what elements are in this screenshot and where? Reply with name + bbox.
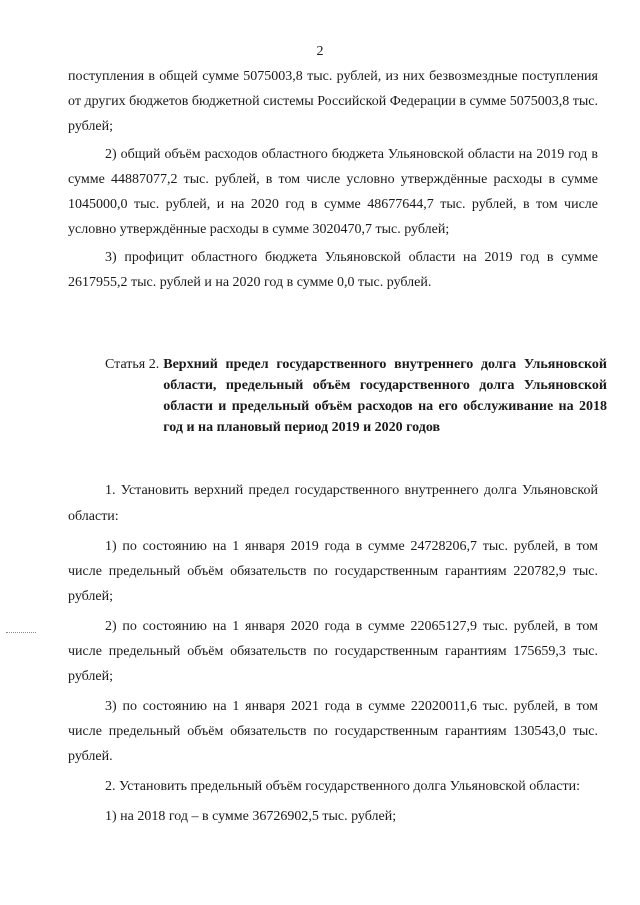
scan-margin-mark [6, 632, 36, 634]
paragraph-debt-2020: 2) по состоянию на 1 января 2020 года в сумме 22065127,9 тыс. рублей, в том числе предельный объём обязательств по государственным гарантиям 175659,3 тыс. рублей; [68, 619, 598, 684]
paragraph-debt-2021: 3) по состоянию на 1 января 2021 года в сумме 22020011,6 тыс. рублей, в том числе предельный объём обязательств по государственным гарантиям 130543,0 тыс. рублей. [68, 699, 598, 764]
paragraph-debt-2019: 1) по состоянию на 1 января 2019 года в сумме 24728206,7 тыс. рублей, в том числе предельный объём обязательств по государственным гарантиям 220782,9 тыс. рублей; [68, 539, 598, 604]
budget-parameters-section [68, 64, 598, 295]
paragraph-expenditures: 2) общий объём расходов областного бюджета Ульяновской области на 2019 год в сумме 44887077,2 тыс. рублей, в том числе условно утверждённые расходы в сумме 1045000,0 тыс. рублей, и на 2020 год в сумме 48677644,7 тыс. рублей, в том числе условно утверждённые расходы в сумме 3020470,7 тыс. рублей; [68, 147, 598, 237]
page-number: 2 [316, 44, 324, 59]
paragraph-surplus: 3) профицит областного бюджета Ульяновской области на 2019 год в сумме 2617955,2 тыс. рублей и на 2020 год в сумме 0,0 тыс. рублей. [68, 250, 598, 290]
paragraph-revenues-continued: поступления в общей сумме 5075003,8 тыс. рублей, из них безвозмездные поступления от других бюджетов бюджетной системы Российской Федерации в сумме 5075003,8 тыс. рублей; [68, 69, 598, 134]
debt-limit-section [68, 478, 598, 829]
paragraph-debt-volume-intro: 2. Установить предельный объём государственного долга Ульяновской области: [105, 779, 580, 794]
article-number: Статья 2. [105, 357, 160, 372]
article-title: Верхний предел государственного внутреннего долга Ульяновской области, предельный объём государственного долга Ульяновской области и предельный объём расходов на его обслуживание на 2018 год и на плановый период 2019 и 2020 годов [163, 357, 607, 435]
paragraph-debt-volume-2018: 1) на 2018 год – в сумме 36726902,5 тыс. рублей; [105, 809, 397, 824]
article-heading [105, 354, 607, 438]
paragraph-debt-limit-intro: 1. Установить верхний предел государственного внутреннего долга Ульяновской области: [68, 483, 598, 524]
